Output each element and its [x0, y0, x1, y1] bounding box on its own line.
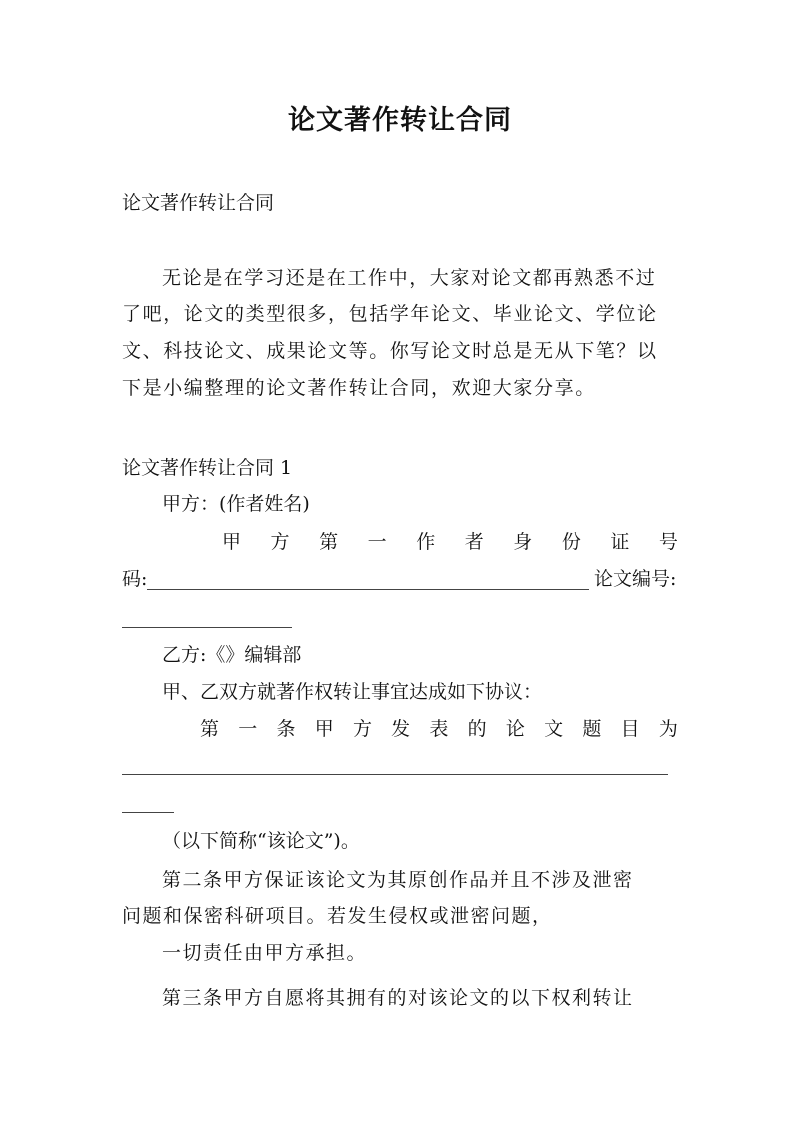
intro-line-1: 无论是在学习还是在工作中，大家对论文都再熟悉不过 [162, 267, 657, 289]
article1-char: 目 [620, 718, 640, 740]
id-char: 证 [610, 531, 630, 553]
id-char: 方 [270, 531, 290, 553]
id-char: 号 [658, 531, 678, 553]
intro-line-3: 文、科技论文、成果论文等。你写论文时总是无从下笔？以 [122, 340, 658, 362]
article1-char: 一 [238, 718, 258, 740]
article1-char: 论 [505, 718, 525, 740]
intro-line-4: 下是小编整理的论文著作转让合同，欢迎大家分享。 [122, 377, 596, 399]
article1-char: 的 [467, 718, 487, 740]
id-char: 甲 [222, 531, 242, 553]
article2-line-1: 第二条甲方保证该论文为其原创作品并且不涉及泄密 [162, 869, 634, 891]
party-a-line: 甲方：(作者姓名) [162, 493, 310, 515]
id-char: 第 [319, 531, 339, 553]
article1-char: 条 [276, 718, 296, 740]
article1-char: 为 [658, 718, 678, 740]
article1-line [200, 717, 678, 741]
article1-suffix: （以下简称“该论文”)。 [162, 830, 360, 852]
id-char: 份 [561, 531, 581, 553]
id-char: 身 [513, 531, 533, 553]
article3-line-1: 第三条甲方自愿将其拥有的对该论文的以下权利转让 [162, 987, 634, 1009]
article1-char: 题 [582, 718, 602, 740]
document-title: 论文著作转让合同 [288, 105, 512, 136]
paper-number-blank [122, 627, 292, 628]
id-label-suffix: 码: [122, 568, 148, 590]
id-char: 者 [464, 531, 484, 553]
id-number-blank [147, 589, 589, 590]
intro-line-2: 了吧，论文的类型很多，包括学年论文、毕业论文、学位论 [122, 303, 658, 325]
article2-line-2: 问题和保密科研项目。若发生侵权或泄密问题， [122, 905, 553, 927]
article1-char: 方 [352, 718, 372, 740]
contract-heading: 论文著作转让合同 1 [122, 457, 293, 479]
article1-char: 文 [544, 718, 564, 740]
id-char: 一 [367, 531, 387, 553]
article2-line-3: 一切责任由甲方承担。 [162, 942, 368, 964]
article1-char: 发 [391, 718, 411, 740]
article1-char: 表 [429, 718, 449, 740]
party-a-id-line [222, 530, 678, 554]
agreement-line: 甲、乙双方就著作权转让事宜达成如下协议： [162, 681, 543, 703]
article1-title-blank [122, 774, 668, 775]
paper-number-label: 论文编号: [594, 568, 677, 590]
id-char: 作 [416, 531, 436, 553]
article1-title-blank-continued [122, 812, 174, 813]
document-subtitle: 论文著作转让合同 [122, 192, 275, 214]
article1-char: 第 [200, 718, 220, 740]
article1-char: 甲 [314, 718, 334, 740]
party-b-line: 乙方:《》编辑部 [162, 644, 302, 666]
